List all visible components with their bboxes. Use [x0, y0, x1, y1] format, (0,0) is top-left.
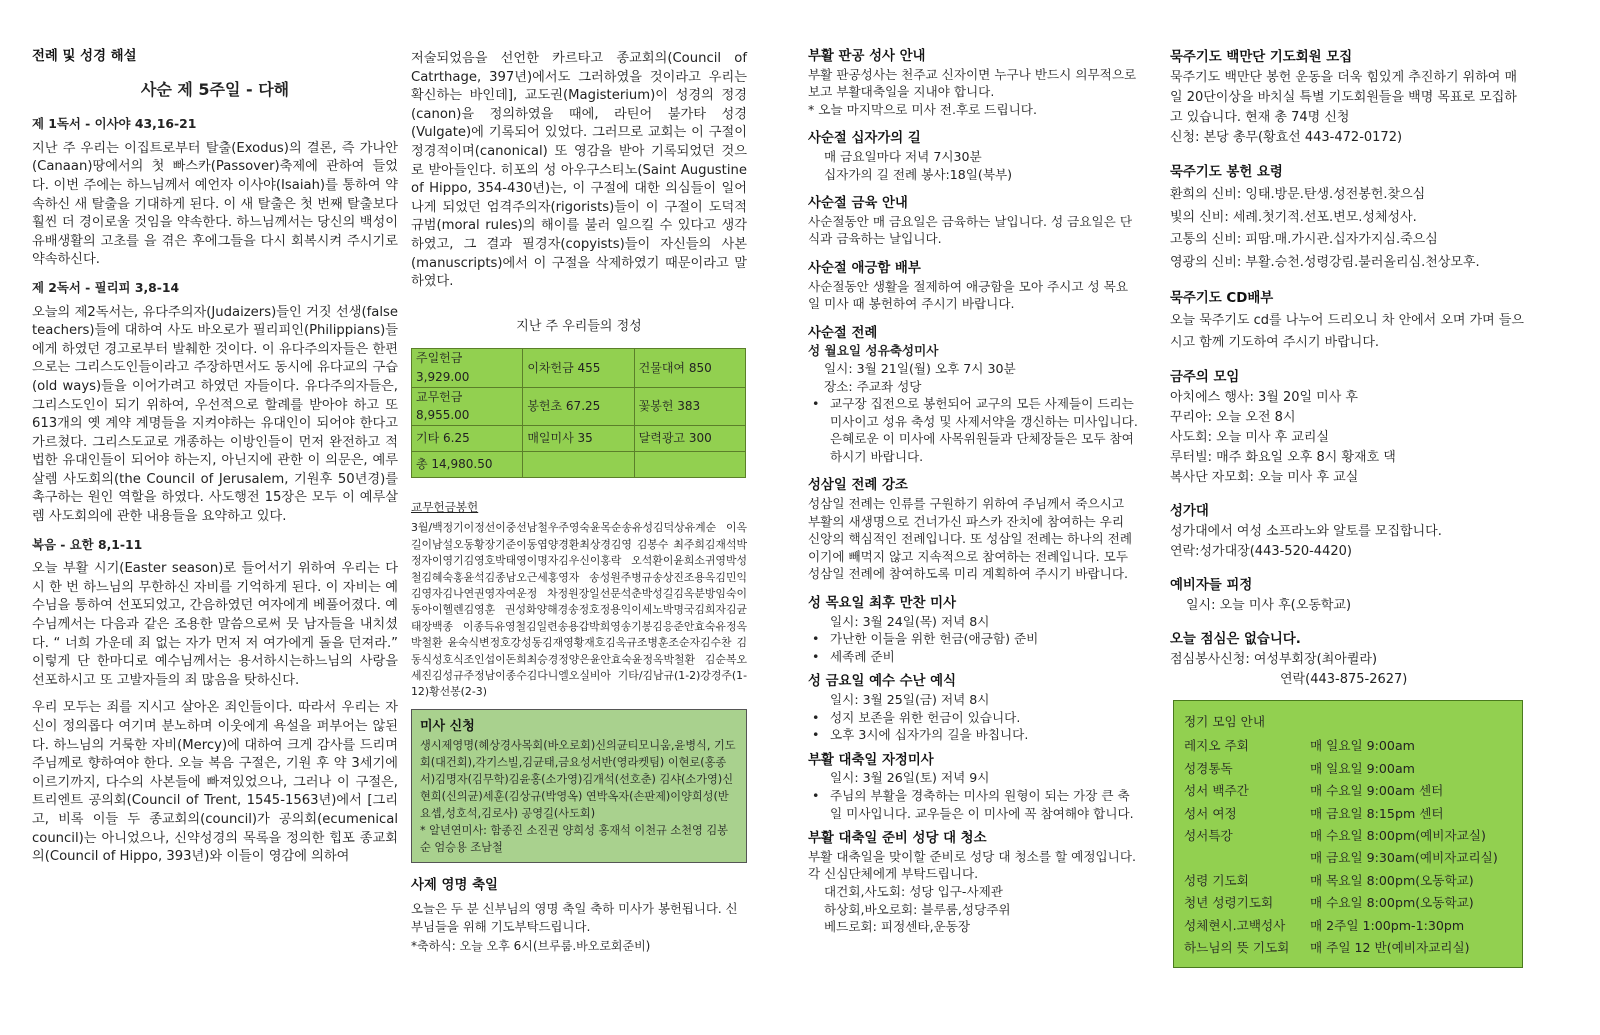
- notice-line: 일시: 3월 21일(월) 오후 7시 30분: [824, 360, 1016, 376]
- notice-title: 성 목요일 최후 만찬 미사: [808, 596, 957, 612]
- notice-title: 금주의 모임: [1170, 370, 1240, 386]
- meeting-time: 매 주일 12 반(예비자교리실): [1310, 940, 1470, 956]
- list-item: 사도회: 오늘 미사 후 교리실: [1170, 430, 1330, 446]
- meeting-name: 청년 성령기도회: [1184, 895, 1274, 911]
- list-item: 환희의 신비: 잉태.방문.탄생.성전봉헌.찾으심: [1170, 187, 1426, 203]
- meeting-row: [1184, 870, 1512, 892]
- catechumen-retreat: [1170, 576, 1528, 616]
- notice-title: 묵주기도 백만단 기도회원 모집: [1170, 50, 1353, 65]
- meeting-name: 하느님의 뜻 기도회: [1184, 940, 1290, 956]
- table-row: [412, 425, 746, 451]
- meeting-row: [1184, 937, 1512, 959]
- meeting-time: 매 일요일 9:00am: [1310, 760, 1415, 776]
- notice-title: 묵주기도 봉헌 요령: [1170, 165, 1283, 180]
- weekly-meetings: [1170, 368, 1528, 488]
- notice-line: 연락(443-875-2627): [1280, 672, 1408, 688]
- notice-title: 사순절 금육 안내: [808, 196, 908, 212]
- list-item: 복사단 자모회: 오늘 미사 후 교실: [1170, 470, 1359, 486]
- notice-bullet: • 성지 보존을 위한 헌금이 있습니다.: [808, 709, 1138, 727]
- mass-request-title: 미사 신청: [420, 718, 475, 734]
- notice-title: 성삼일 전례 강조: [808, 478, 908, 494]
- reading2-title: 제 2독서 - 필리피 3,8-14: [32, 279, 180, 295]
- priest-feast-title: 사제 영명 축일: [411, 878, 498, 894]
- notice-easter-vigil: [808, 752, 1138, 822]
- meeting-name: 성령 기도회: [1184, 872, 1249, 888]
- priest-feast-note: *축하식: 오늘 오후 6시(브루룸.바오로회준비): [411, 939, 651, 954]
- mass-request-box: [411, 709, 747, 864]
- notice-title: 부활 대축일 준비 성당 대 청소: [808, 831, 987, 847]
- reading1-text: 지난 주 우리는 이집트로부터 탈출(Exodus)의 결론, 즉 가나안(Canaan)땅에서의 첫 빠스카(Passover)축제에 관하여 들었다. 이번 주에는 하느님께서 예언자 이사야(Isaiah)를 통하여 약속하신 새 탈출을 기대하게 된다. 이 새 탈출은 첫 번째 탈출보다 훨씬 더 경이로울 것임을 약속한다. 하느님께서는 당신의 백성이 유배생활의 고초를 을 겪은 후에그들을 다시 회복시켜 주시기로 약속하신다.: [32, 140, 398, 268]
- meeting-time: 매 수요일 8:00pm(오동학교): [1310, 895, 1474, 911]
- column-rosary: [1170, 48, 1528, 690]
- meeting-name: 성서 여정: [1184, 805, 1237, 821]
- meeting-time: 매 2주일 1:00pm-1:30pm: [1310, 917, 1465, 933]
- column-notices: [808, 48, 1138, 948]
- notice-line: 일시: 3월 25일(금) 저녁 8시: [830, 692, 990, 707]
- meeting-name: 레지오 주회: [1184, 738, 1249, 754]
- meeting-name: 성경통독: [1184, 760, 1233, 776]
- meeting-row: [1184, 780, 1512, 802]
- notice-cleaning: [808, 830, 1138, 936]
- notice-holy-thursday: [808, 595, 1138, 665]
- meeting-row: [1184, 825, 1512, 847]
- meeting-row: [1184, 803, 1512, 825]
- table-row: [412, 349, 746, 387]
- notice-text: 사순절동안 생활을 절제하여 애긍함을 모아 주시고 성 목요일 미사 때 봉헌하여 주시기 바랍니다.: [808, 278, 1128, 312]
- notice-line: 일시: 3월 24일(목) 저녁 8시: [830, 613, 990, 629]
- table-cell: 기타 6.25: [412, 425, 523, 451]
- meeting-row: [1184, 915, 1512, 937]
- notice-title: 사순절 전례: [808, 325, 878, 341]
- notice-title: 부활 판공 성사 안내: [808, 49, 926, 64]
- table-cell: 이차헌금 455: [523, 349, 634, 387]
- meeting-name: 성체현시.고백성사: [1184, 917, 1286, 933]
- notice-title: 예비자들 피정: [1170, 578, 1253, 594]
- notice-title: 묵주기도 CD배부: [1170, 291, 1274, 307]
- notice-abstinence: [808, 195, 1138, 248]
- table-cell: [523, 451, 634, 477]
- notice-title: 성 금요일 예수 수난 예식: [808, 674, 957, 690]
- notice-bullet: • 오후 3시에 십자가의 길을 바칩니다.: [808, 726, 1138, 744]
- notice-bullet: • 가난한 이들을 위한 헌금(애긍함) 준비: [808, 630, 1138, 648]
- column-continuation: [411, 50, 747, 956]
- notice-line: 신청: 본당 총무(황효선 443-472-0172): [1170, 130, 1403, 145]
- meeting-row: [1184, 892, 1512, 914]
- notice-line: 일시: 오늘 미사 후(오동학교): [1186, 598, 1352, 614]
- notice-line: 베드로회: 피정센타,운동장: [824, 919, 971, 935]
- table-cell: 매일미사 35: [523, 425, 634, 451]
- reading1-title: 제 1독서 - 이사야 43,16-21: [32, 116, 197, 132]
- notice-text: 사순절동안 매 금요일은 금육하는 날입니다. 성 금요일은 단식과 금육하는 날입니다.: [808, 213, 1132, 247]
- notice-bullet: • 세족례 준비: [808, 648, 1138, 666]
- table-cell: 달력광고 300: [634, 425, 745, 451]
- offering-title: 지난 주 우리들의 정성: [516, 318, 642, 334]
- meeting-name: [1184, 847, 1310, 869]
- meeting-time: 매 금요일 9:30am(예비자교리실): [1310, 850, 1498, 866]
- meeting-time: 매 수요일 9:00am 센터: [1310, 783, 1444, 799]
- meeting-time: 매 목요일 8:00pm(오동학교): [1310, 872, 1474, 888]
- reading2-text: 오늘의 제2독서는, 유다주의자(Judaizers)들인 거짓 선생(false teachers)들에 대하여 사도 바오로가 필리피인(Philippians)들에게 하였던 경고로부터 발췌한 것이다. 이 유다주의자들은 한편으로는 그리스도인들이라고 주장하면서도 동시에 유다교의 구습(old ways)들을 이어가려고 하였던 자들이다. 유다주의자들은, 그리스도인이 되기 위하여, 우선적으로 할례를 받아야 하고 또 613개의 옛 계약 계명들을 지켜야하는 유대인이 되어야 한다고 가르쳤다. 그리스도교로 개종하는 이방인들이 먼저 완전하고 적법한 유대인들이 되어야 하는지, 아닌지에 관한 이 의문은, 예루살렘 사도회의(the Council of Jerusalem, 기원후 50년경)를 촉구하는 원인 역할을 하였다. 사도행전 15장은 모두 이 예루살렘 사도회의에 관한 내용들을 요약하고 있다.: [32, 304, 398, 525]
- regular-meetings-box: [1173, 700, 1523, 968]
- notice-confession: [808, 48, 1138, 118]
- list-item: 아치에스 행사: 3월 20일 미사 후: [1170, 390, 1358, 406]
- notice-line: 일시: 3월 26일(토) 저녁 9시: [830, 770, 990, 786]
- rosary-guide: [1170, 162, 1528, 274]
- notice-line: 하상회,바오로회: 블루룸,성당주위: [824, 901, 1011, 917]
- notice-title: 오늘 점심은 없습니다.: [1170, 632, 1301, 648]
- notice-bullet: • 주님의 부활을 경축하는 미사의 원형이 되는 가장 큰 축일 미사입니다. 교우들은 이 미사에 꼭 참여해야 합니다.: [808, 787, 1138, 822]
- notice-note: * 오늘 마지막으로 미사 전.후로 드립니다.: [808, 101, 1037, 117]
- lunch-notice: [1170, 630, 1528, 690]
- notice-line: 점심봉사신청: 여성부회장(최아퀼라): [1170, 652, 1378, 668]
- notice-triduum: [808, 477, 1138, 583]
- page-title: 사순 제 5주일 - 다해: [140, 79, 290, 99]
- notice-line: 매 금요일마다 저녁 7시30분: [824, 148, 982, 164]
- gospel-title: 복음 - 요한 8,1-11: [32, 536, 143, 552]
- mass-request-text: 생시제영명(혜상경사목회(바오로회)신의균티모니움,윤병식, 기도회(대건회),각기스빌,김균태,금요성서반(영라켓팀) 이현로(홍종서)김명자(김무학)김윤홍(소가영)김개석(선호춘) 김샤(소가영)신현희(신의균)세훈(김상규(박영옥) 연박옥자(손판제)이양희성(반요셉,성호석,김로사) 공영길(사도회): [420, 739, 736, 821]
- notice-subtitle: 성 월요일 성유축성미사: [808, 343, 939, 359]
- notice-title: 부활 대축일 자정미사: [808, 752, 934, 768]
- rosary-recruit: [1170, 48, 1528, 148]
- table-cell: 건물대여 850: [634, 349, 745, 387]
- table-cell: 주일헌금 3,929.00: [412, 349, 523, 387]
- meeting-time: 매 금요일 8:15pm 센터: [1310, 805, 1444, 821]
- meeting-row: [1184, 758, 1512, 780]
- table-row: [412, 451, 746, 477]
- list-item: 빛의 신비: 세례.첫기적.선포.변모.성체성사.: [1170, 209, 1417, 225]
- notice-bullet: • 교구장 집전으로 봉헌되어 교구의 모든 사제들이 드리는 미사이고 성유 축성 및 사제서약을 갱신하는 미사입니다. 은혜로운 이 미사에 사목위원들과 단체장들은 모두 참여하시기 바랍니다.: [808, 395, 1138, 465]
- continuation-text: 저술되었음을 선언한 카르타고 종교회의(Council of Catrthage, 397년)에서도 그러하였을 것이라고 우리는 확신하는 바인데], 교도권(Magisterium)이 성경의 정경(canon)을 정의하였을 때에, 라틴어 불가타 성경(Vulgate)에 기록되어 있었다. 그러므로 교회는 이 구절이 정경적이며(canonical) 또 영감을 받아 기록되었던 것으로 받아들인다. 히포의 성 아우구스티노(Saint Augustine of Hippo, 354-430년)는, 이 구절에 대한 의심들이 일어나게 되었던 엄격주의자(rigorists)들이 이 구절이 도덕적 규범(moral rules)의 해이를 불러 일으킬 수 있다고 생각하였고, 그 결과 필경자(copyists)들이 자신들의 사본(manuscripts)에서 이 구절을 삭제하였기 때문이라고 말하였다.: [411, 51, 747, 290]
- notice-title: 사순절 십자가의 길: [808, 131, 921, 147]
- table-cell: 꽃봉헌 383: [634, 387, 745, 425]
- list-item: 루터빌: 매주 화요일 오후 8시 황재호 댁: [1170, 450, 1396, 466]
- list-item: 고통의 신비: 피땀.매.가시관.십자가지심.죽으심: [1170, 232, 1438, 248]
- rosary-cd: [1170, 288, 1528, 354]
- notice-text: 오늘 묵주기도 cd를 나누어 드리오니 차 안에서 오며 가며 들으시고 함께 기도하여 주시기 바랍니다.: [1170, 313, 1524, 351]
- column-liturgy: [32, 48, 398, 876]
- notice-text: 부활 대축일을 맞이할 준비로 성당 대 청소를 할 예정입니다. 각 신심단체에게 부탁드립니다.: [808, 848, 1137, 882]
- table-cell: [634, 451, 745, 477]
- meeting-name: 성서특강: [1184, 828, 1233, 844]
- gospel-text-2: 우리 모두는 죄를 지시고 살아온 죄인들이다. 따라서 우리는 자신이 정의롭다 여기며 분노하며 이웃에게 욕설을 퍼부어는 않된다. 하느님의 거룩한 자비(Mercy)에 대하여 크게 감사를 드리며 주님께로 향하여야 한다. 오늘 복음 구절은, 기원 후 약 3세기에 이르기까지, 다수의 사본들에 빠져있었으나, 그러나 이 구절은, 트리엔트 공의회(Council of Trent, 1545-1563년)에서 [그리고, 비록 이들 두 종교회의(council)가 공의회(ecumenical council)는 아니었으나, 신약성경의 목록을 정의한 힙포 종교회의(Council of Hippo, 393년)와 이들이 영감에 의하여: [32, 700, 398, 865]
- notice-line: 연락:성가대장(443-520-4420): [1170, 544, 1352, 560]
- donor-title: 교무헌금봉헌: [411, 499, 479, 514]
- table-cell: 봉헌초 67.25: [523, 387, 634, 425]
- notice-text: 묵주기도 백만단 봉헌 운동을 더욱 힘있게 추진하기 위하여 매일 20단이상을 바치실 특별 기도회원들을 백명 목표로 모집하고 있습니다. 현재 총 74명 신청: [1170, 70, 1518, 125]
- offering-table: [411, 348, 746, 477]
- notice-title: 성가대: [1170, 504, 1209, 520]
- notice-lent-liturgy: [808, 325, 1138, 466]
- table-cell: 교무헌금 8,955.00: [412, 387, 523, 425]
- priest-feast-text: 오늘은 두 분 신부님의 영명 축일 축하 미사가 봉헌됩니다. 신부님들을 위해 기도부탁드립니다.: [411, 900, 738, 935]
- choir-notice: [1170, 502, 1528, 562]
- gospel-text-1: 오늘 부활 시기(Easter season)로 들어서기 위하여 우리는 다시 한 번 하느님의 무한하신 자비를 기억하게 된다. 이 자비는 예수님을 통하여 선포되었고, 간음하였던 여자에게 베풀어졌다. 예수님께서는 다음과 같은 조용한 말씀으로써 뭇 남자들을 내치셨다. “ 너희 가운데 죄 없는 자가 먼저 저 여가에게 돌을 던져라.” 이렇게 단 한마디로 예수님께서는 용서하시는하느님의 사랑을 선포하시고 또 고발자들의 죄 많음을 탓하신다.: [32, 561, 398, 688]
- notice-line: 장소: 주교좌 성당: [824, 378, 922, 394]
- meeting-name: 성서 백주간: [1184, 783, 1249, 799]
- notice-good-friday: [808, 673, 1138, 743]
- meetings-title: 정기 모임 안내: [1184, 714, 1265, 729]
- meeting-row: [1184, 847, 1512, 869]
- table-row: [412, 387, 746, 425]
- notice-text: 부활 판공성사는 천주교 신자이면 누구나 반드시 의무적으로 보고 부활대축일을 지내야 합니다.: [808, 66, 1137, 100]
- donor-list: 3월/백정기이정선이중선남철우주영숙윤목순송유성김덕상유계순 이옥길이남설오동황장기준이동엽양경환최상경김영 김봉수 최주희김재석박정자이영기김영호박태영이명자김우신이홍락 오석환이윤희소귀영박성철김혜숙홍윤석김종남오근세홍영자 송성원주병규송상진조용옥김민익김영자김나연권영자여운정 차정원장일선문석춘박성길김옥분방임숙이동아이헬렌김영훈 권성화양해경송정호정용익이세노박명국김희자김균태장백종 이종득유영철김일련송용갑박희영송기봉김응준안효숙유정옥박철환 윤숙식변정호강성동김재영황재호김옥규조병훈조순자김수찬 김동식성호식조인섭이돈희최승경정양은윤안효숙윤정옥박철환 김순복오세진김성규주정남이종수김다니엘오실비아 기타/김남규(1-2)강경주(1-12)황선봉(2-3): [411, 521, 747, 699]
- section-heading: 전례 및 성경 해설: [32, 49, 137, 64]
- mass-request-note: * 알년연미사: 함종진 소진권 양희성 홍재석 이천규 소천영 김봉순 엄승용 조남철: [420, 824, 728, 855]
- meeting-row: [1184, 735, 1512, 757]
- list-item: 영광의 신비: 부활.승천.성령강림.불러올리심.천상모후.: [1170, 254, 1480, 270]
- notice-line: 대건회,사도회: 성당 입구-사제관: [824, 883, 1003, 899]
- notice-stations: [808, 130, 1138, 183]
- notice-text: 성가대에서 여성 소프라노와 알토를 모집합니다.: [1170, 524, 1442, 540]
- meeting-time: 매 수요일 8:00pm(예비자교실): [1310, 828, 1486, 844]
- notice-title: 사순절 애긍함 배부: [808, 260, 921, 276]
- list-item: 꾸리아: 오늘 오전 8시: [1170, 410, 1296, 426]
- notice-almsbox: [808, 260, 1138, 313]
- notice-line: 십자가의 길 전례 봉사:18일(북부): [824, 166, 1013, 182]
- notice-text: 성삼일 전례는 인류를 구원하기 위하여 주님께서 죽으시고 부활의 새생명으로 건너가신 파스카 잔치에 참여하는 우리 신앙의 핵심적인 전례입니다. 또 성삼일 전례는 하나의 전례이기에 빼먹지 않고 지속적으로 참여하는 전례입니다. 모두 성삼일 전례에 참여하도록 미리 계획하여 주시기 바랍니다.: [808, 496, 1132, 582]
- meeting-time: 매 일요일 9:00am: [1310, 738, 1415, 754]
- table-cell: 총 14,980.50: [412, 451, 523, 477]
